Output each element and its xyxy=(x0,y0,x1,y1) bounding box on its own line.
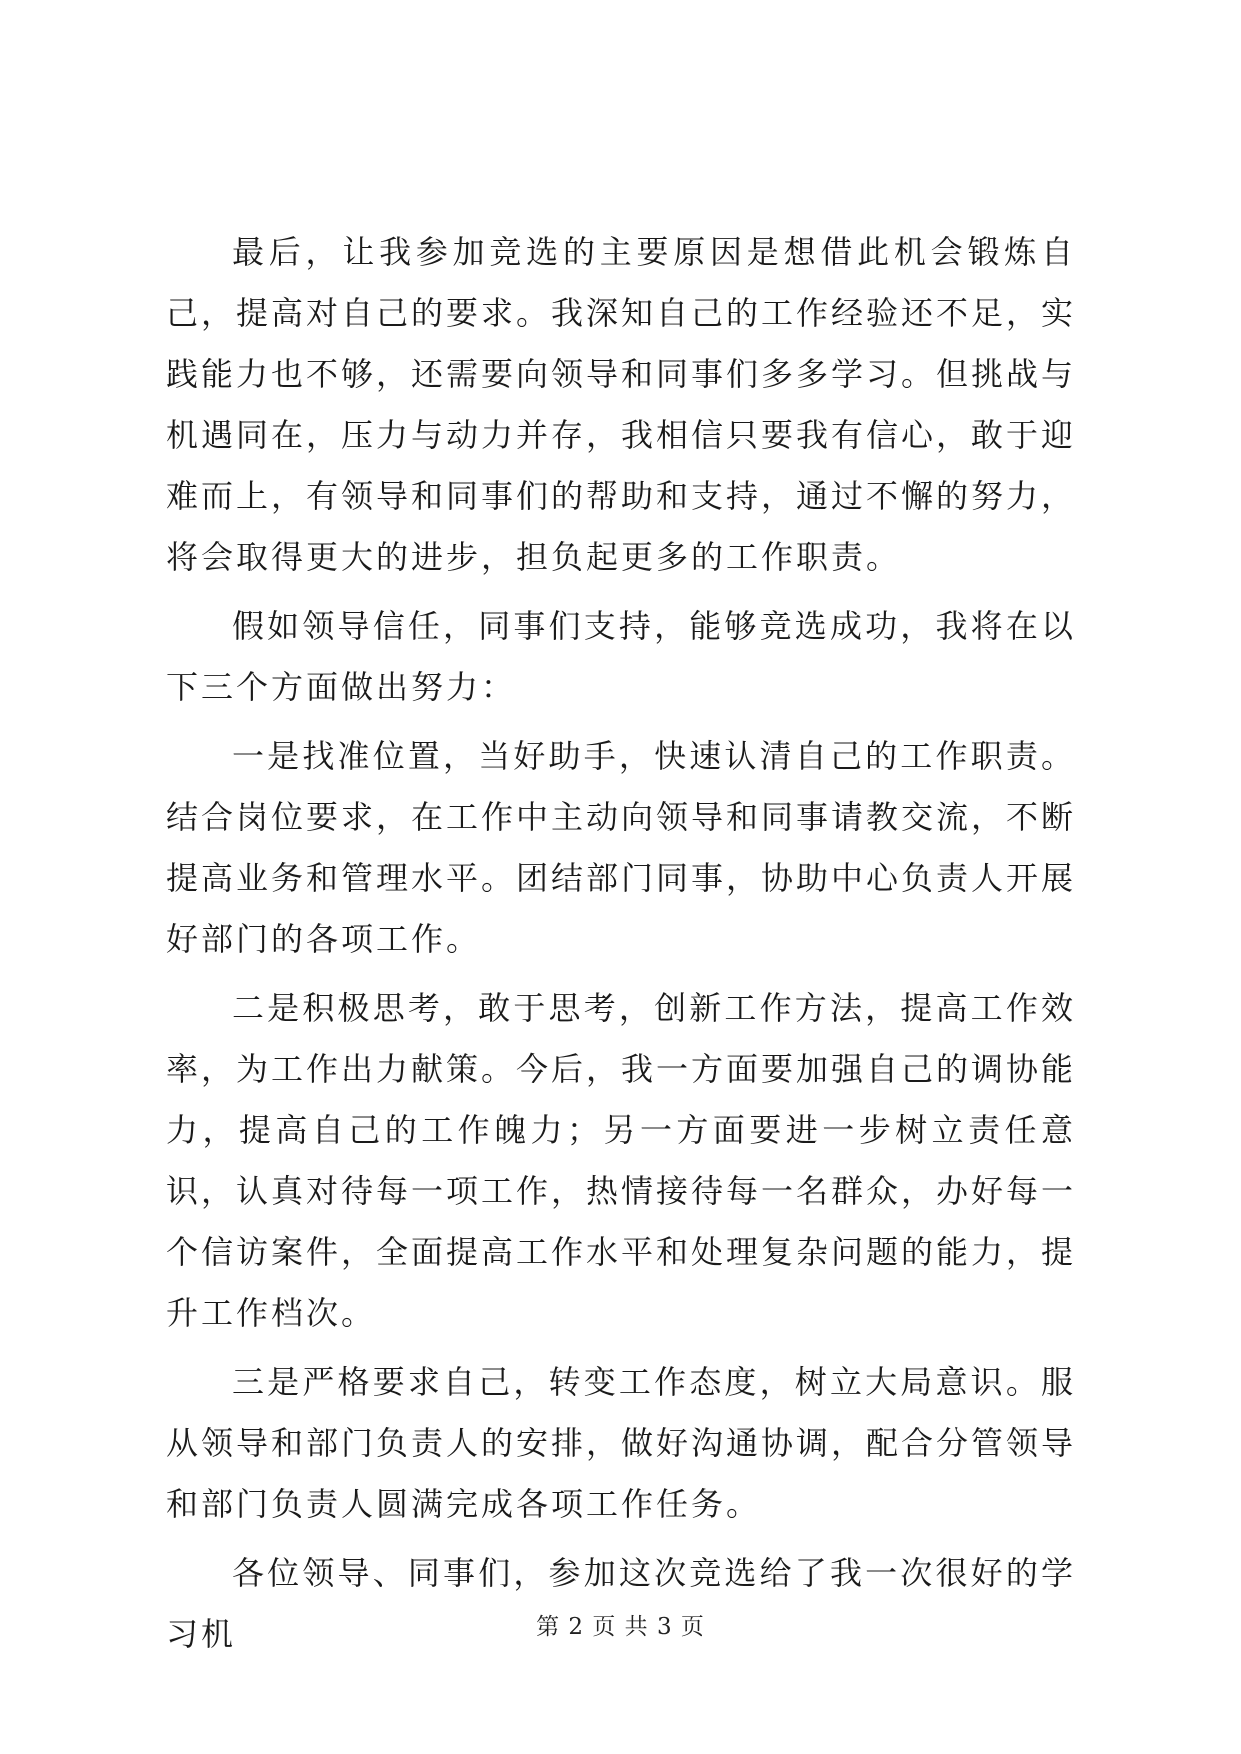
page-number-label: 第 2 页 共 3 页 xyxy=(536,1614,705,1640)
paragraph-6: 各位领导、同事们，参加这次竞选给了我一次很好的学习机 xyxy=(166,1554,1076,1653)
paragraph-3: 一是找准位置，当好助手，快速认清自己的工作职责。结合岗位要求，在工作中主动向领导和同事请教交流，不断提高业务和管理水平。团结部门同事，协助中心负责人开展好部门的各项工作。 xyxy=(166,737,1077,958)
page-footer xyxy=(0,1612,1241,1642)
paragraph-4: 二是积极思考，敢于思考，创新工作方法，提高工作效率，为工作出力献策。今后，我一方面要加强自己的调协能力，提高自己的工作魄力；另一方面要进一步树立责任意识，认真对待每一项工作，热情接待每一名群众，办好每一个信访案件，全面提高工作水平和处理复杂问题的能力，提升工作档次。 xyxy=(166,989,1077,1332)
paragraph-5: 三是严格要求自己，转变工作态度，树立大局意识。服从领导和部门负责人的安排，做好沟通协调，配合分管领导和部门负责人圆满完成各项工作任务。 xyxy=(166,1363,1077,1523)
paragraph-2: 假如领导信任，同事们支持，能够竞选成功，我将在以下三个方面做出努力： xyxy=(166,607,1076,706)
paragraph-1: 最后，让我参加竞选的主要原因是想借此机会锻炼自己，提高对自己的要求。我深知自己的工作经验还不足，实践能力也不够，还需要向领导和同事们多多学习。但挑战与机遇同在，压力与动力并存，我相信只要我有信心，敢于迎难而上，有领导和同事们的帮助和支持，通过不懈的努力，将会取得更大的进步，担负起更多的工作职责。 xyxy=(166,233,1077,576)
document-body xyxy=(166,222,1076,1673)
